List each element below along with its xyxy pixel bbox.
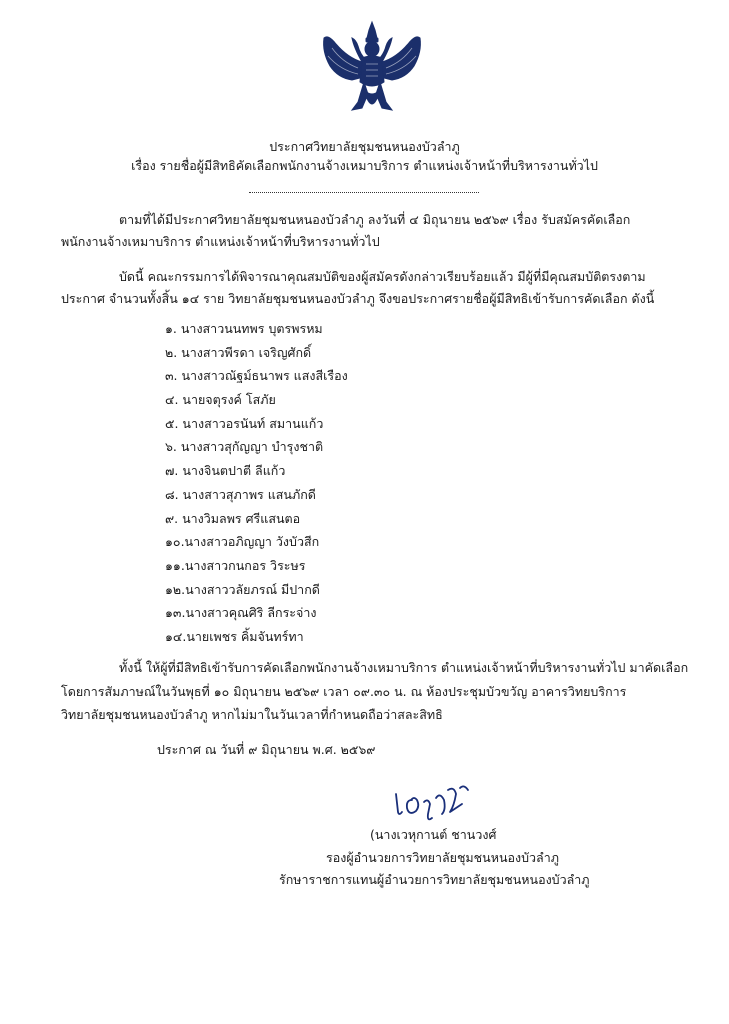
- list-item: ๑๑.นางสาวกนกอร วิระษร: [165, 557, 306, 573]
- para2-line2: ประกาศ จำนวนทั้งสิ้น ๑๔ ราย วิทยาลัยชุมชนหนองบัวลำภู จึงขอประกาศรายชื่อผู้มีสิทธิเข้ารับการคัดเลือก ดังนี้: [61, 291, 655, 306]
- signer-name: (นางเวหุกานต์ ชานวงศ์: [370, 827, 497, 842]
- list-item: ๘. นางสาวสุภาพร แสนภักดี: [165, 486, 316, 502]
- signer-title-1: รองผู้อำนวยการวิทยาลัยชุมชนหนองบัวลำภู: [326, 850, 559, 865]
- list-item: ๑. นางสาวนนทพร บุตรพรหม: [165, 321, 323, 336]
- signer-title-2: รักษาราชการแทนผู้อำนวยการวิทยาลัยชุมชนหนองบัวลำภู: [279, 872, 590, 887]
- para3-line1: ทั้งนี้ ให้ผู้ที่มีสิทธิเข้ารับการคัดเลือกพนักงานจ้างเหมาบริการ ตำแหน่งเจ้าหน้าที่บริหารงานทั่วไป มาคัดเลือก: [119, 660, 689, 675]
- list-item: ๙. นางวิมลพร ศรีแสนตอ: [165, 510, 301, 526]
- list-item: ๑๒.นางสาววลัยภรณ์ มีปากดี: [165, 581, 320, 597]
- announce-date: ประกาศ ณ วันที่ ๙ มิถุนายน พ.ศ. ๒๕๖๙: [157, 742, 376, 757]
- list-item: ๔. นายจตุรงค์ โสภัย: [165, 392, 276, 408]
- handwritten-signature-icon: [390, 778, 480, 826]
- para1-line1: ตามที่ได้มีประกาศวิทยาลัยชุมชนหนองบัวลำภู ลงวันที่ ๔ มิถุนายน ๒๕๖๙ เรื่อง รับสมัครคัดเลือก: [119, 212, 631, 227]
- list-item: ๗. นางจินตปาตี ลีแก้ว: [165, 463, 286, 479]
- para3-line3: วิทยาลัยชุมชนหนองบัวลำภู หากไม่มาในวันเวลาที่กำหนดถือว่าสละสิทธิ: [61, 707, 443, 722]
- para3-line2: โดยการสัมภาษณ์ในวันพุธที่ ๑๐ มิถุนายน ๒๕๖๙ เวลา ๐๙.๓๐ น. ณ ห้องประชุมบัวขวัญ อาคารวิทยบริการ: [61, 684, 627, 699]
- garuda-emblem-icon: [318, 18, 426, 126]
- title-divider: [249, 192, 479, 193]
- list-item: ๑๓.นางสาวคุณศิริ ลีกระจ่าง: [165, 605, 317, 621]
- list-item: ๒. นางสาวพีรดา เจริญศักดิ์: [165, 344, 312, 360]
- list-item: ๑๔.นายเพชร คิ้มจันทร์ทา: [165, 628, 304, 644]
- list-item: ๖. นางสาวสุกัญญา บำรุงชาติ: [165, 439, 324, 455]
- list-item: ๑๐.นางสาวอภิญญา วังบัวสีก: [165, 534, 320, 550]
- announcement-title: ประกาศวิทยาลัยชุมชนหนองบัวลำภู: [269, 139, 460, 154]
- list-item: ๕. นางสาวอรนันท์ สมานแก้ว: [165, 415, 324, 431]
- para1-line2: พนักงานจ้างเหมาบริการ ตำแหน่งเจ้าหน้าที่บริหารงานทั่วไป: [61, 234, 380, 249]
- candidate-list: [165, 317, 348, 649]
- list-item: ๓. นางสาวณัฐม์ธนาพร แสงสีเรือง: [165, 368, 348, 384]
- announcement-subject: เรื่อง รายชื่อผู้มีสิทธิคัดเลือกพนักงานจ้างเหมาบริการ ตำแหน่งเจ้าหน้าที่บริหารงานทั่วไป: [131, 158, 598, 173]
- para2-line1: บัดนี้ คณะกรรมการได้พิจารณาคุณสมบัติของผู้สมัครดังกล่าวเรียบร้อยแล้ว มีผู้ที่มีคุณสมบัติตรงตาม: [119, 269, 646, 284]
